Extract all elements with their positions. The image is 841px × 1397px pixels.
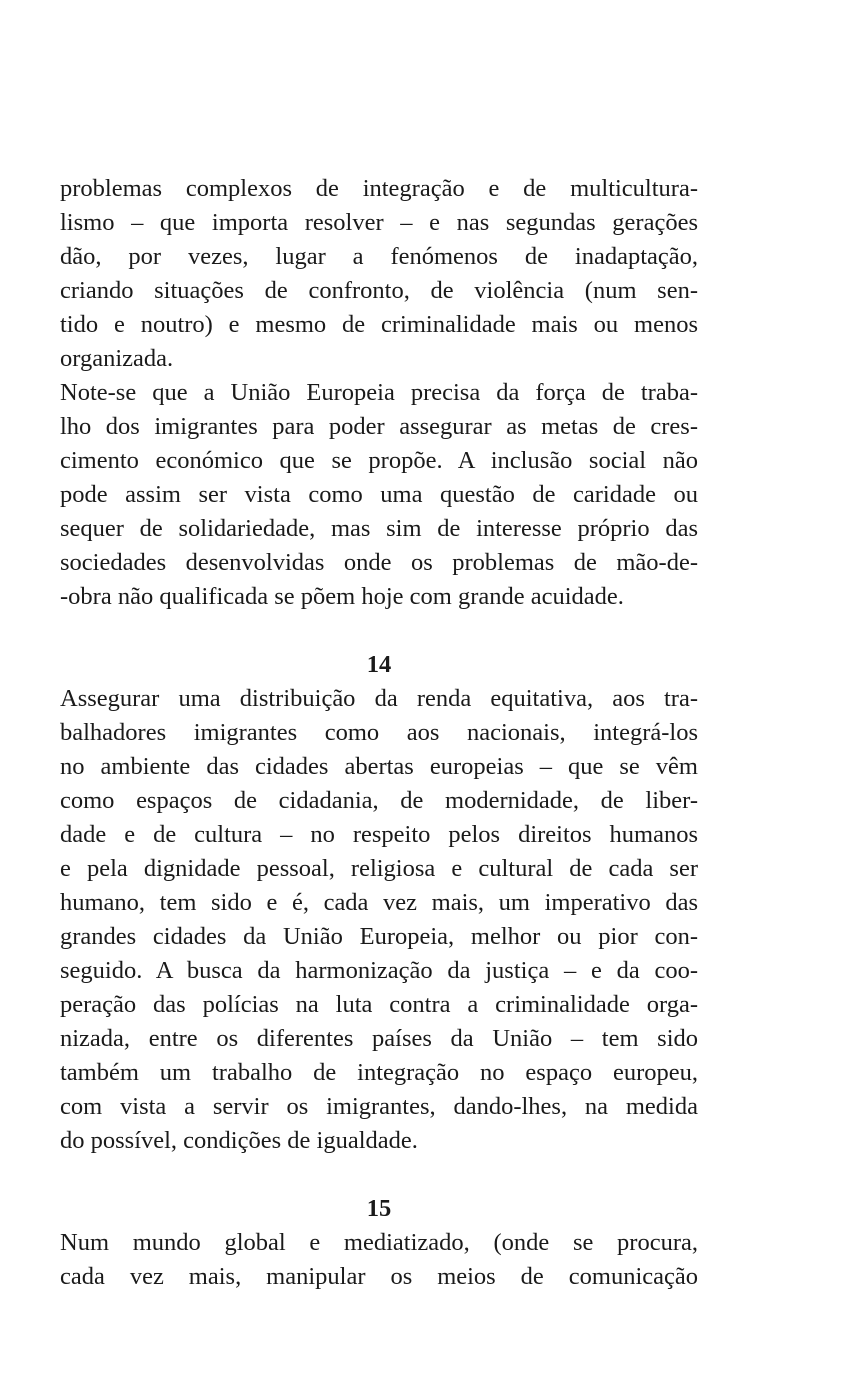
text-line: problemas complexos de integração e de multicultura-: [60, 175, 698, 202]
text-line: balhadores imigrantes como aos nacionais, integrá-los: [60, 719, 698, 746]
text-line: seguido. A busca da harmonização da justiça – e da coo-: [60, 957, 698, 984]
text-line: lismo – que importa resolver – e nas segundas gerações: [60, 209, 698, 236]
text-line: grandes cidades da União Europeia, melhor ou pior con-: [60, 923, 698, 950]
text-line: cimento económico que se propõe. A inclusão social não: [60, 447, 698, 474]
section-number: 15: [366, 1195, 392, 1222]
section-number: 14: [366, 651, 392, 678]
paragraph-1: [60, 172, 698, 376]
text-line: Num mundo global e mediatizado, (onde se procura,: [60, 1229, 698, 1256]
text-line: Assegurar uma distribuição da renda equitativa, aos tra-: [60, 685, 698, 712]
text-line: lho dos imigrantes para poder assegurar as metas de cres-: [60, 413, 698, 440]
section-gap: [60, 614, 698, 648]
text-line: sequer de solidariedade, mas sim de interesse próprio das: [60, 515, 698, 542]
text-line: humano, tem sido e é, cada vez mais, um imperativo das: [60, 889, 698, 916]
text-line: pode assim ser vista como uma questão de caridade ou: [60, 481, 698, 508]
text-line: no ambiente das cidades abertas europeias – que se vêm: [60, 753, 698, 780]
text-line: e pela dignidade pessoal, religiosa e cultural de cada ser: [60, 855, 698, 882]
section-15: [60, 1192, 698, 1294]
text-line: como espaços de cidadania, de modernidade, de liber-: [60, 787, 698, 814]
text-line: do possível, condições de igualdade.: [60, 1127, 418, 1154]
section-14: [60, 648, 698, 1158]
text-line: organizada.: [60, 345, 174, 372]
text-line: Note-se que a União Europeia precisa da força de traba-: [60, 379, 698, 406]
text-line: cada vez mais, manipular os meios de comunicação: [60, 1263, 698, 1290]
text-line: -obra não qualificada se põem hoje com grande acuidade.: [60, 583, 624, 610]
text-line: nizada, entre os diferentes países da União – tem sido: [60, 1025, 698, 1052]
paragraph-2: [60, 376, 698, 614]
text-line: dade e de cultura – no respeito pelos direitos humanos: [60, 821, 698, 848]
text-line: criando situações de confronto, de violência (num sen-: [60, 277, 698, 304]
page-body: [60, 172, 698, 1294]
text-line: dão, por vezes, lugar a fenómenos de inadaptação,: [60, 243, 698, 270]
text-line: com vista a servir os imigrantes, dando-lhes, na medida: [60, 1093, 698, 1120]
section-gap: [60, 1158, 698, 1192]
text-line: tido e noutro) e mesmo de criminalidade mais ou menos: [60, 311, 698, 338]
text-line: peração das polícias na luta contra a criminalidade orga-: [60, 991, 698, 1018]
text-line: também um trabalho de integração no espaço europeu,: [60, 1059, 698, 1086]
text-line: sociedades desenvolvidas onde os problemas de mão-de-: [60, 549, 698, 576]
